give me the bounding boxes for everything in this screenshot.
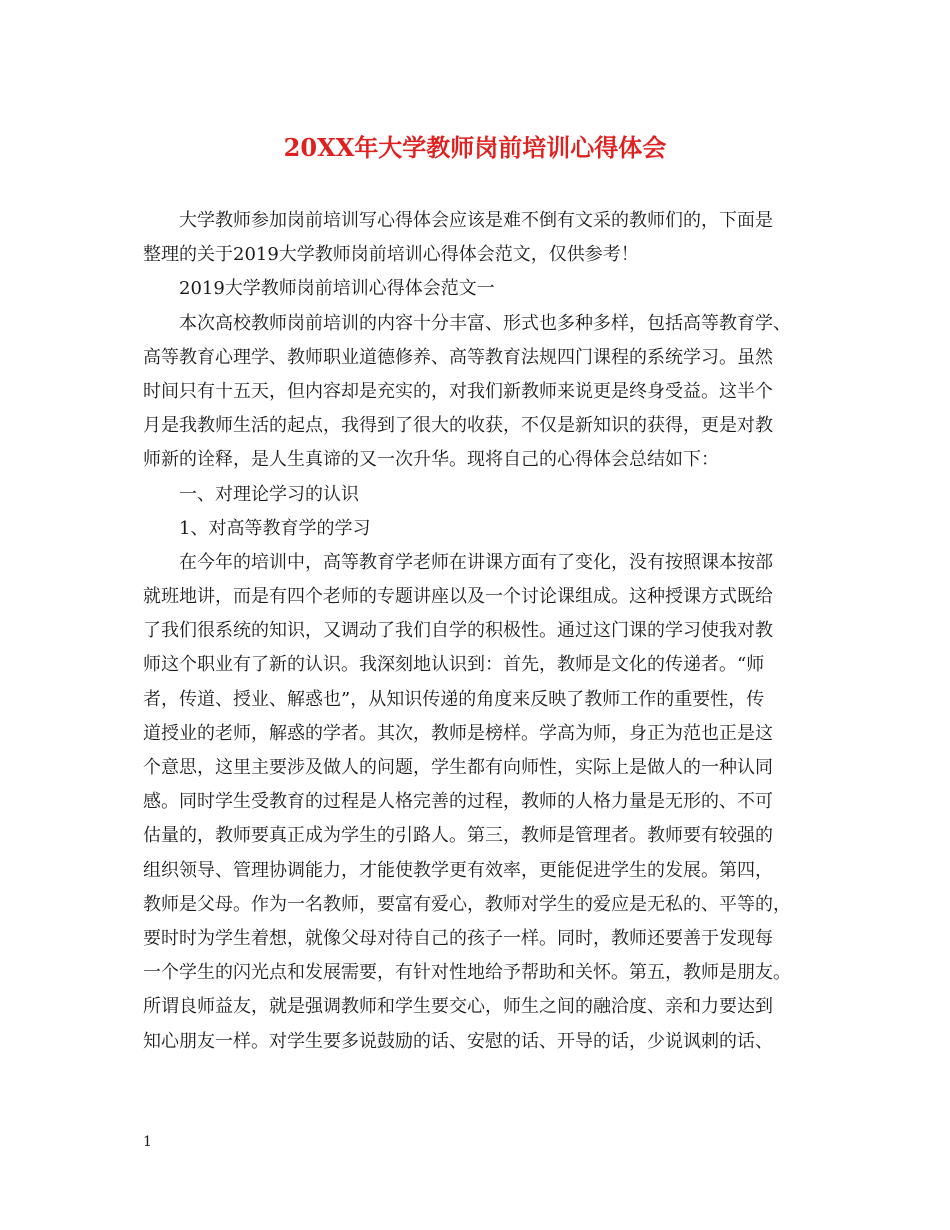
paragraph-line: 师新的诠释，是人生真谛的又一次升华。现将自己的心得体会总结如下： [143,449,719,471]
paragraph-line: 所谓良师益友，就是强调教师和学生要交心，师生之间的融洽度、亲和力要达到 [143,996,773,1018]
paragraph-line: 者，传道、授业、解惑也”，从知识传递的角度来反映了教师工作的重要性，传 [143,688,765,710]
paragraph-line: 个意思，这里主要涉及做人的问题，学生都有向师性，实际上是做人的一种认同 [143,757,773,778]
paragraph-line: 教师是父母。作为一名教师，要富有爱心，教师对学生的爱应是无私的、平等的， [143,893,791,915]
paragraph-line: 了我们很系统的知识，又调动了我们自学的积极性。通过这门课的学习使我对教 [143,620,773,642]
section-heading: 一、对理论学习的认识 [179,483,359,505]
paragraph-line: 感。同时学生受教育的过程是人格完善的过程，教师的人格力量是无形的、不可 [143,791,773,813]
paragraph-line: 整理的关于2019大学教师岗前培训心得体会范文，仅供参考！ [143,244,639,266]
paragraph-line: 知心朋友一样。对学生要多说鼓励的话、安慰的话、开导的话，少说讽刺的话、 [143,1030,773,1052]
document-body [143,204,823,1059]
paragraph-line: 本次高校教师岗前培训的内容十分丰富、形式也多种多样，包括高等教育学、 [179,312,791,334]
paragraph-line: 大学教师参加岗前培训写心得体会应该是难不倒有文采的教师们的，下面是 [179,210,773,231]
subsection-heading: 1、对高等教育学的学习 [179,517,371,539]
section-heading: 2019大学教师岗前培训心得体会范文一 [179,278,495,300]
paragraph-line: 估量的，教师要真正成为学生的引路人。第三，教师是管理者。教师要有较强的 [143,825,773,847]
document-title: 20XX年大学教师岗前培训心得体会 [283,133,667,162]
paragraph-line: 时间只有十五天，但内容却是充实的，对我们新教师来说更是终身受益。这半个 [143,380,773,402]
paragraph-line: 高等教育心理学、教师职业道德修养、高等教育法规四门课程的系统学习。虽然 [143,346,773,368]
paragraph-line: 月是我教师生活的起点，我得到了很大的收获，不仅是新知识的获得，更是对教 [143,415,773,437]
paragraph-line: 师这个职业有了新的认识。我深刻地认识到：首先，教师是文化的传递者。“师 [143,654,765,676]
paragraph-line: 道授业的老师，解惑的学者。其次，教师是榜样。学高为师，身正为范也正是这 [143,722,773,744]
paragraph-line: 一个学生的闪光点和发展需要，有针对性地给予帮助和关怀。第五，教师是朋友。 [143,962,791,984]
paragraph-line: 组织领导、管理协调能力，才能使教学更有效率，更能促进学生的发展。第四， [143,859,773,881]
paragraph-line: 在今年的培训中，高等教育学老师在讲课方面有了变化，没有按照课本按部 [179,551,773,573]
page-number: 1 [143,1134,152,1150]
paragraph-line: 就班地讲，而是有四个老师的专题讲座以及一个讨论课组成。这种授课方式既给 [143,586,773,608]
paragraph-line: 要时时为学生着想，就像父母对待自己的孩子一样。同时，教师还要善于发现每 [143,927,773,949]
